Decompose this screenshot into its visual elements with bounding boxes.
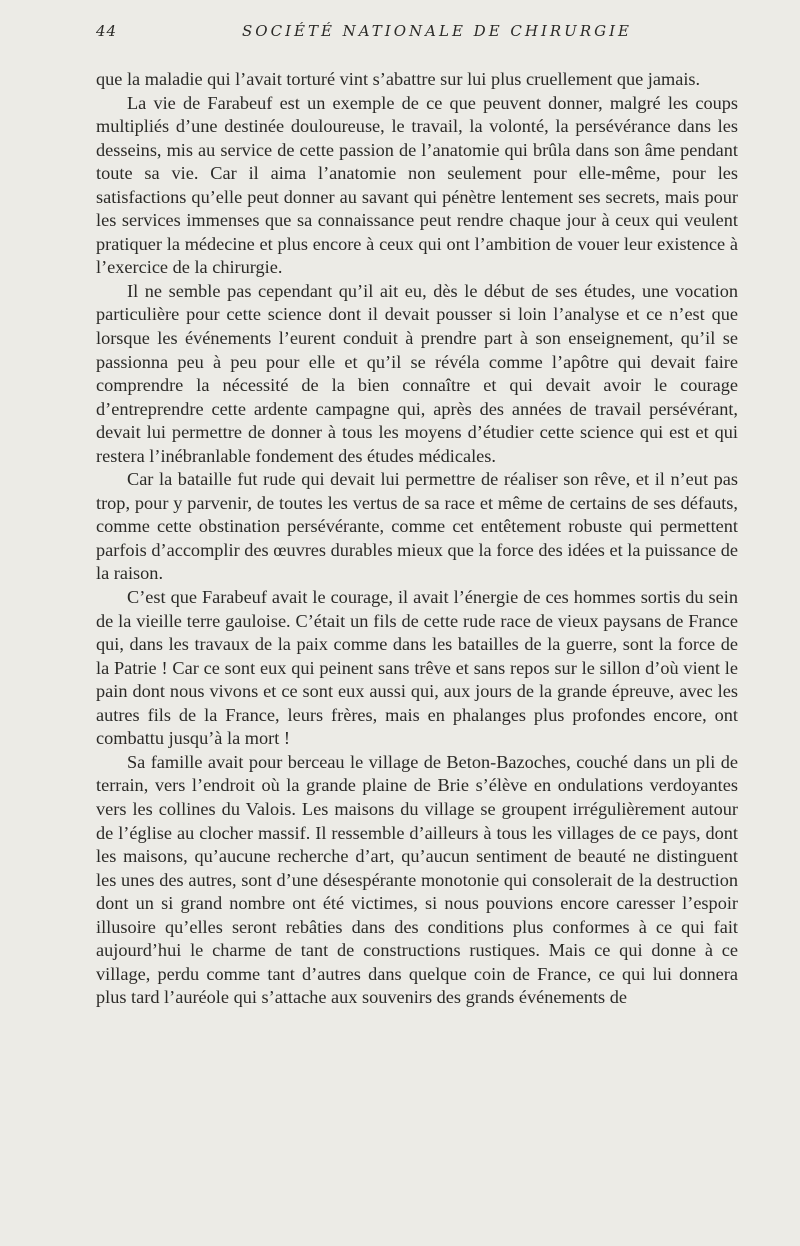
paragraph: C’est que Farabeuf avait le courage, il avait l’énergie de ces hommes sortis du sein de la vieille terre gauloise. C’était un fils de cette rude race de vieux paysans de France qui, dans les travaux de la paix comme dans les batailles de la guerre, sont la force de la Patrie ! Car ce sont eux qui peinent sans trêve et sans repos sur le sillon d’où vient le pain dont nous vivons et ce sont eux aussi qui, aux jours de la grande épreuve, avec les autres fils de la France, leurs frères, mais en phalanges plus profondes encore, ont combattu jusqu’à la mort ! (96, 587, 738, 749)
body-text (96, 68, 738, 1010)
running-head: SOCIÉTÉ NATIONALE DE CHIRURGIE (242, 22, 632, 40)
paragraph: Car la bataille fut rude qui devait lui permettre de réaliser son rêve, et il n’eut pas trop, pour y parvenir, de toutes les vertus de sa race et même de certains de ses défauts, comme cette obstination persévérante, comme cet entêtement robuste qui permettent parfois d’accomplir des œuvres durables mieux que la force des idées et la puissance de la raison. (96, 469, 738, 584)
page-number: 44 (96, 22, 118, 40)
paragraph: La vie de Farabeuf est un exemple de ce que peuvent donner, malgré les coups multipliés d’une destinée douloureuse, le travail, la volonté, la persévérance dans les desseins, mis au service de cette passion de l’anatomie qui brûla dans son âme pendant toute sa vie. Car il aima l’anatomie non seulement pour elle-même, pour les satisfactions qu’elle peut donner au savant qui pénètre lentement ses secrets, mais pour les services immenses que sa connaissance peut rendre chaque jour à ceux qui veulent pratiquer la médecine et plus encore à ceux qui ont l’ambition de vouer leur existence à l’exercice de la chirurgie. (96, 92, 738, 278)
page-header (96, 22, 738, 46)
paragraph: Sa famille avait pour berceau le village de Beton-Bazoches, couché dans un pli de terrain, vers l’endroit où la grande plaine de Brie s’élève en ondulations verdoyantes vers les collines du Valois. Les maisons du village se groupent irrégulièrement autour de l’église au clocher massif. Il ressemble d’ailleurs à tous les villages de ce pays, dont les maisons, qu’aucune recherche d’art, qu’aucun sentiment de beauté ne distinguent les unes des autres, sont d’une désespérante monotonie qui consolerait de la destruction dont un si grand nombre ont été victimes, si nous pouvions encore caresser l’espoir illusoire qu’elles seront rebâties dans des conditions plus conformes à ce qui fait aujourd’hui le charme de tant de constructions rustiques. Mais ce qui donne à ce village, perdu comme tant d’autres dans quelque coin de France, ce qui lui donnera plus tard l’auréole qui s’attache aux souvenirs des grands événements de (96, 751, 738, 1008)
paragraph: Il ne semble pas cependant qu’il ait eu, dès le début de ses études, une vocation particulière pour cette science dont il devait pousser si loin l’analyse et ce n’est que lorsque les événements l’eurent conduit à prendre part à son enseignement, qu’il se passionna peu à peu pour elle et qu’il se révéla comme l’apôtre qui devait faire comprendre la nécessité de la bien connaître et qui devait avoir le courage d’entreprendre cette ardente campagne qui, après des années de travail persévérant, devait lui permettre de donner à tous les moyens d’étudier cette science qui est et qui restera l’inébranlable fondement des études médicales. (96, 280, 738, 466)
paragraph: que la maladie qui l’avait torturé vint s’abattre sur lui plus cruellement que jamais. (96, 69, 701, 89)
